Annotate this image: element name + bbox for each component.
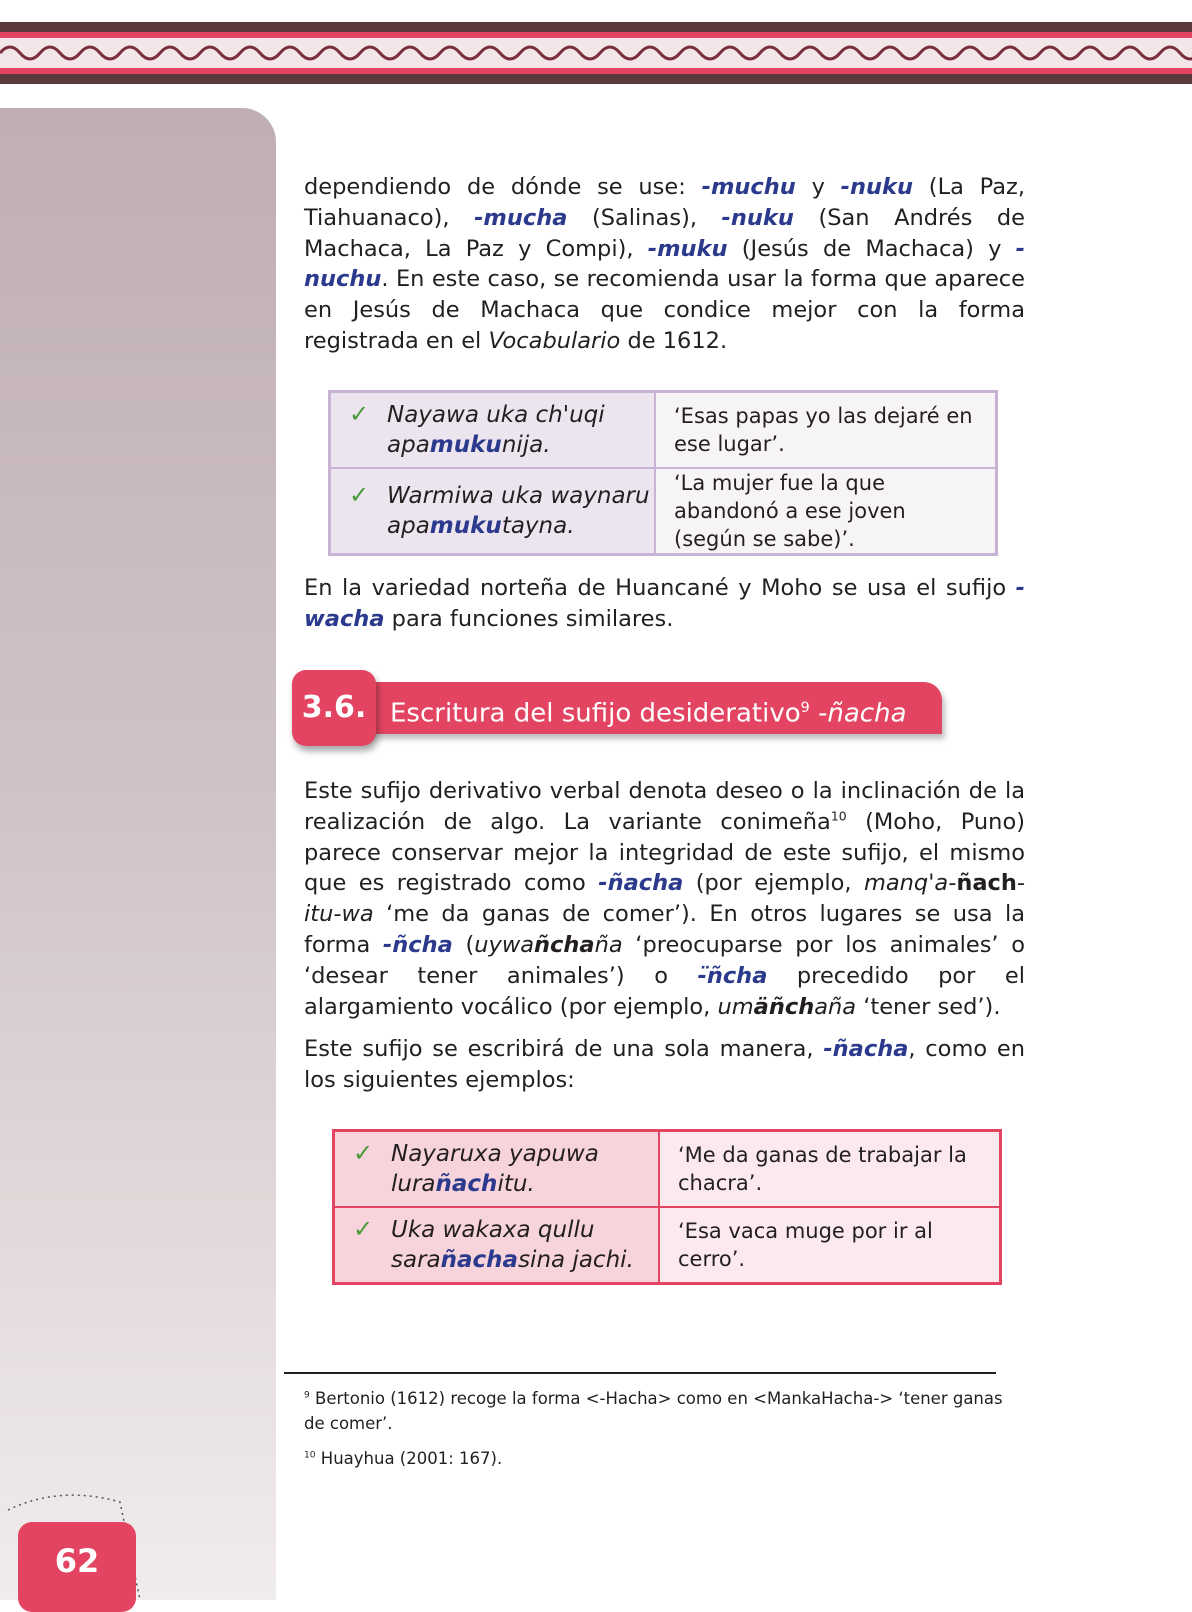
section-number: 3.6. [292,670,376,746]
translation: ‘Esas papas yo las dejaré en ese lugar’. [674,404,973,456]
table-row [334,1131,1001,1208]
aymara-example: Warmiwa uka waynaru apamukutayna. [387,483,650,539]
paragraph-examples-intro: Este sufijo se escribirá de una sola manera, -ñacha, como en los siguientes ejemplos: [304,1036,1025,1093]
side-panel [0,108,276,1600]
section-title: Escritura del sufijo desiderativo$^9$ -ñacha [390,698,907,729]
translation: ‘Me da ganas de trabajar la chacra’. [678,1143,967,1195]
checkmark-icon: ✓ [349,481,370,509]
footnote-divider [284,1372,996,1374]
examples-table-muku [328,390,998,556]
translation: ‘Esa vaca muge por ir al cerro’. [678,1219,933,1271]
table-row [330,392,997,469]
footnote-9: $^9$ Bertonio (1612) recoge la forma <-Hacha> como en <MankaHacha-> ‘tener ganas de comer’. [304,1389,1003,1433]
paragraph-intro: dependiendo de dónde se use: -muchu y -nuku (La Paz, Tiahuanaco), -mucha (Salinas), -nuku (San Andrés de Machaca, La Paz y Compi), -muku (Jesús de Machaca) y -nuchu. En este caso, se recomienda usar la forma que aparece en Jesús de Machaca que condice mejor con la forma registrada en el Vocabulario de 1612. [304,174,1026,354]
checkmark-icon: ✓ [353,1139,374,1167]
aymara-example: Nayawa uka ch'uqi apamukunija. [387,402,605,458]
paragraph-desiderative: Este sufijo derivativo verbal denota deseo o la inclinación de la realización de algo. La variante conimeña$^{10}$ (Moho, Puno) parece conservar mejor la integridad de este sufijo, el mismo que es registrado como -ñacha (por ejemplo, manq'a-ñach-itu-wa ‘me da ganas de comer’). En otros lugares se usa la forma -ñcha (uywañchaña ‘preocuparse por los animales’ o ‘desear tener animales’) o -̈ñcha precedido por el alargamiento vocálico (por ejemplo, umäñchaña ‘tener sed’). [304,778,1026,1020]
table-row [334,1207,1001,1284]
table-row [330,468,997,555]
footnote-10: $^{10}$ Huayhua (2001: 167). [304,1449,503,1468]
aymara-example: Nayaruxa yapuwa lurañachitu. [391,1141,599,1197]
paragraph-wacha: En la variedad norteña de Huancané y Moho se usa el sufijo -wacha para funciones similares. [304,575,1025,632]
checkmark-icon: ✓ [353,1215,374,1243]
examples-table-nacha [332,1129,1002,1285]
translation: ‘La mujer fue la que abandonó a ese joven (según se sabe)’. [674,471,906,551]
decorative-border [0,22,1192,84]
checkmark-icon: ✓ [349,400,370,428]
aymara-example: Uka wakaxa qullu sarañachasina jachi. [391,1217,634,1273]
page-number: 62 [18,1522,136,1612]
